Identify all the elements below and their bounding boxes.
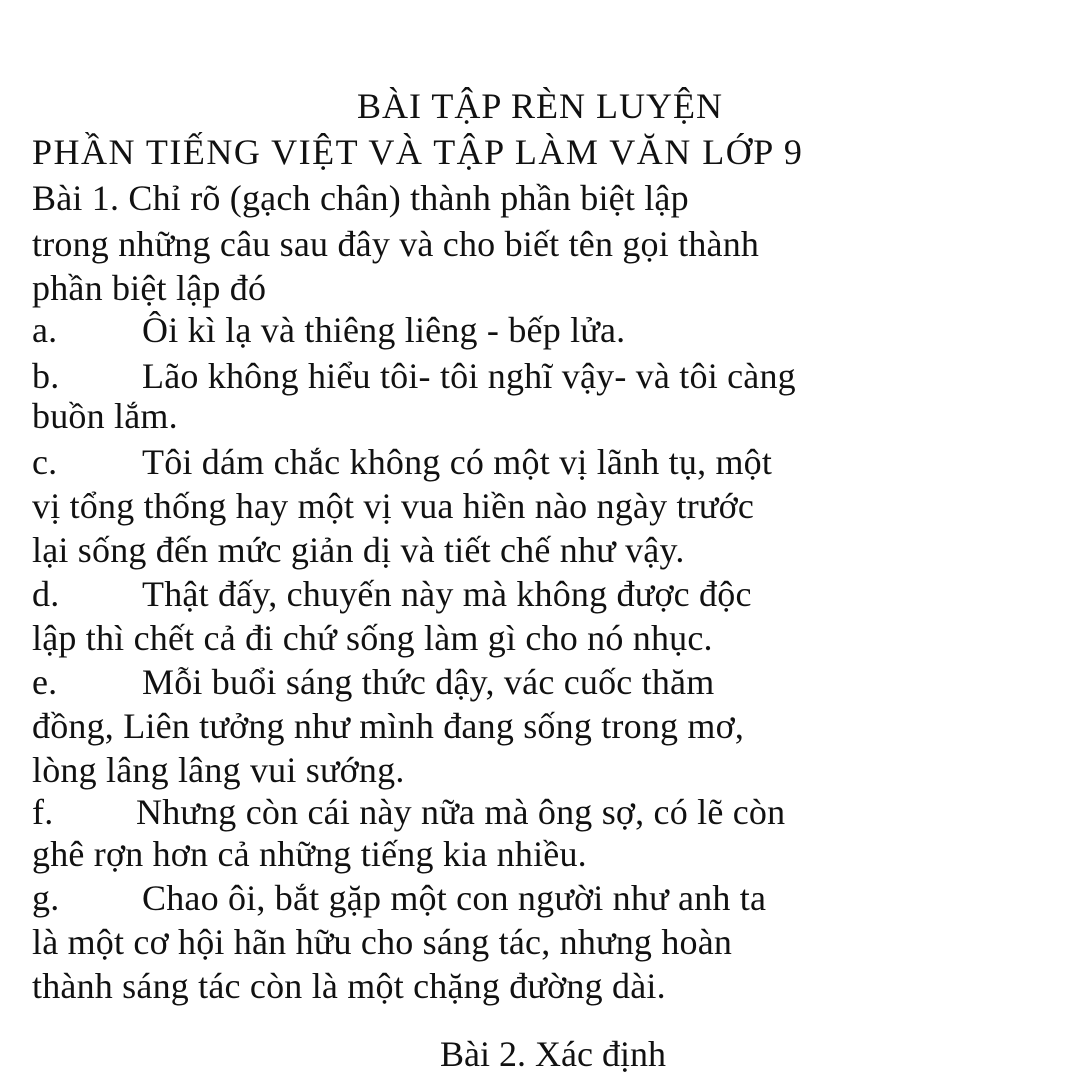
item-g-line-3: thành sáng tác còn là một chặng đường dài. [32,966,666,1006]
item-f-line-2: ghê rợn hơn cả những tiếng kia nhiều. [32,834,587,874]
item-g-text: Chao ôi, bắt gặp một con người như anh ta [142,878,767,918]
item-e [32,660,714,704]
exercise-prompt-line-3: phần biệt lập đó [32,268,267,308]
document-subtitle: PHẦN TIẾNG VIỆT VÀ TẬP LÀM VĂN LỚP 9 [32,132,804,172]
item-d-label: d. [32,574,60,614]
item-b-text: Lão không hiểu tôi- tôi nghĩ vậy- và tôi càng [142,356,796,396]
item-f-text: Nhưng còn cái này nữa mà ông sợ, có lẽ còn [136,792,786,832]
item-e-line-2: đồng, Liên tưởng như mình đang sống trong mơ, [32,706,745,746]
item-d-text: Thật đấy, chuyến này mà không được độc [142,574,752,614]
item-c-text: Tôi dám chắc không có một vị lãnh tụ, một [142,442,773,482]
item-b-line-2: buồn lắm. [32,396,178,436]
item-d-line-2: lập thì chết cả đi chứ sống làm gì cho nó nhục. [32,618,713,658]
item-c [32,440,772,484]
item-g-line-2: là một cơ hội hãn hữu cho sáng tác, nhưng hoàn [32,922,733,962]
item-a [32,308,625,352]
document-title: BÀI TẬP RÈN LUYỆN [357,86,723,126]
item-b-label: b. [32,356,60,396]
item-a-text: Ôi kì lạ và thiêng liêng - bếp lửa. [142,310,626,350]
exercise-prompt-line-1: Bài 1. Chỉ rõ (gạch chân) thành phần biệt lập [32,178,689,218]
item-c-label: c. [32,442,58,482]
item-f [32,790,785,834]
item-e-text: Mỗi buổi sáng thức dậy, vác cuốc thăm [142,662,715,702]
item-f-label: f. [32,792,54,832]
item-d [32,572,752,616]
item-e-label: e. [32,662,58,702]
item-c-line-3: lại sống đến mức giản dị và tiết chế như vậy. [32,530,685,570]
item-g [32,876,766,920]
item-a-label: a. [32,310,58,350]
cut-off-next-line: Bài 2. Xác định [440,1034,666,1074]
item-b [32,354,796,398]
item-g-label: g. [32,878,60,918]
exercise-prompt-line-2: trong những câu sau đây và cho biết tên gọi thành [32,224,760,264]
item-c-line-2: vị tổng thống hay một vị vua hiền nào ngày trước [32,486,755,526]
item-e-line-3: lòng lâng lâng vui sướng. [32,750,405,790]
